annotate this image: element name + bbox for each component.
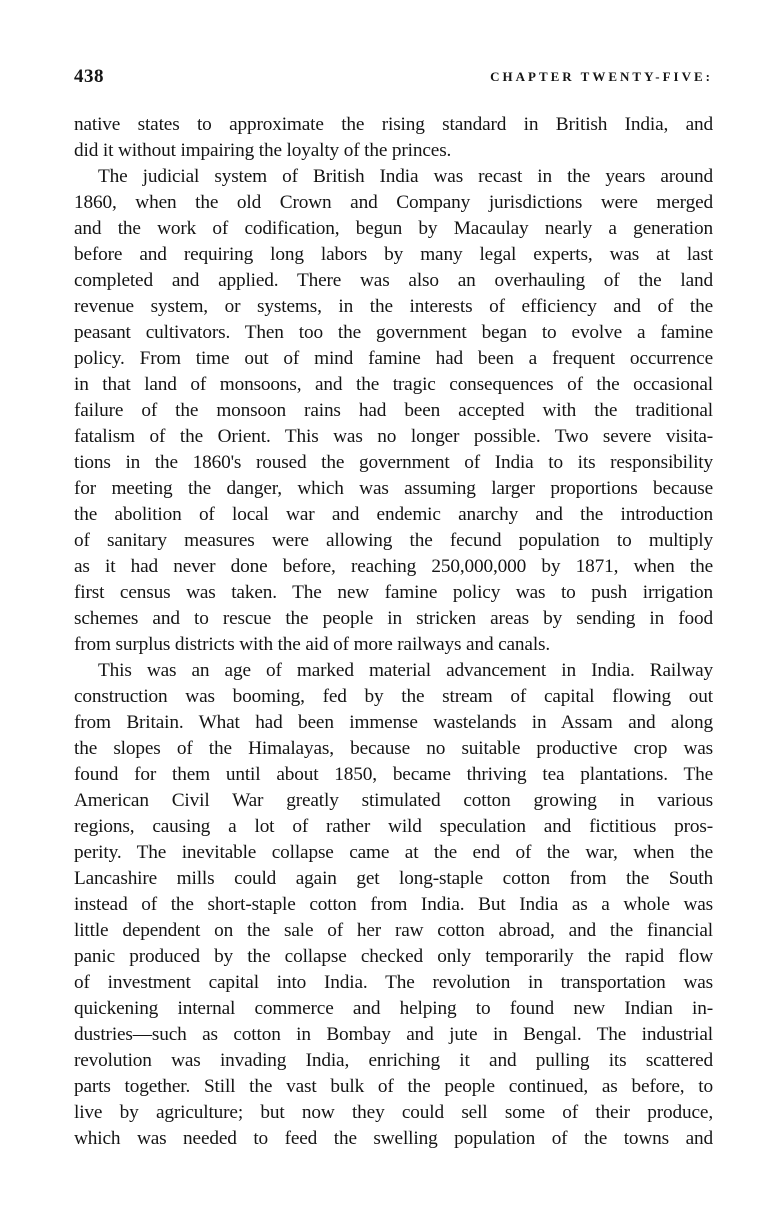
running-head: CHAPTER TWENTY-FIVE: (490, 69, 713, 84)
text-line: The judicial system of British India was recast in the years around (98, 166, 713, 187)
text-line: policy. From time out of mind famine had been a frequent occurrence (74, 348, 713, 369)
page-header (74, 66, 713, 90)
text-line: American Civil War greatly stimulated cotton growing in various (74, 790, 713, 811)
text-line: first census was taken. The new famine policy was to push irrigation (74, 582, 713, 603)
text-line: the slopes of the Himalayas, because no suitable productive crop was (74, 738, 713, 759)
text-line: regions, causing a lot of rather wild speculation and fictitious pros- (74, 816, 713, 837)
text-line: panic produced by the collapse checked only temporarily the rapid flow (74, 946, 713, 967)
text-line: from Britain. What had been immense wastelands in Assam and along (74, 712, 713, 733)
text-line: completed and applied. There was also an overhauling of the land (74, 270, 713, 291)
text-line: native states to approximate the rising standard in British India, and (74, 114, 713, 135)
text-line: perity. The inevitable collapse came at the end of the war, when the (74, 842, 713, 863)
text-line: revolution was invading India, enriching it and pulling its scattered (74, 1050, 713, 1071)
text-line: the abolition of local war and endemic anarchy and the introduction (74, 504, 713, 525)
text-line: Lancashire mills could again get long-staple cotton from the South (74, 868, 713, 889)
text-line: in that land of monsoons, and the tragic consequences of the occasional (74, 374, 713, 395)
text-line: dustries—such as cotton in Bombay and jute in Bengal. The industrial (74, 1024, 713, 1045)
text-line: live by agriculture; but now they could sell some of their produce, (74, 1102, 713, 1123)
text-line: and the work of codification, begun by Macaulay nearly a generation (74, 218, 713, 239)
text-line: as it had never done before, reaching 250,000,000 by 1871, when the (74, 556, 713, 577)
text-line: did it without impairing the loyalty of the princes. (74, 140, 452, 161)
text-line: for meeting the danger, which was assuming larger proportions because (74, 478, 713, 499)
text-line: which was needed to feed the swelling population of the towns and (74, 1128, 713, 1149)
text-line: schemes and to rescue the people in stricken areas by sending in food (74, 608, 713, 629)
text-line: fatalism of the Orient. This was no longer possible. Two severe visita- (74, 426, 713, 447)
text-line: of investment capital into India. The revolution in transportation was (74, 972, 713, 993)
text-line: This was an age of marked material advancement in India. Railway (98, 660, 713, 681)
text-line: of sanitary measures were allowing the fecund population to multiply (74, 530, 713, 551)
text-line: peasant cultivators. Then too the government began to evolve a famine (74, 322, 713, 343)
text-line: little dependent on the sale of her raw cotton abroad, and the financial (74, 920, 713, 941)
text-line: failure of the monsoon rains had been accepted with the traditional (74, 400, 713, 421)
text-line: before and requiring long labors by many legal experts, was at last (74, 244, 713, 265)
text-line: 1860, when the old Crown and Company jurisdictions were merged (74, 192, 713, 213)
text-line: tions in the 1860's roused the government of India to its responsibility (74, 452, 713, 473)
body-text (74, 112, 713, 1152)
text-line: found for them until about 1850, became thriving tea plantations. The (74, 764, 713, 785)
text-line: construction was booming, fed by the stream of capital flowing out (74, 686, 713, 707)
text-line: quickening internal commerce and helping to found new Indian in- (74, 998, 713, 1019)
text-line: instead of the short-staple cotton from India. But India as a whole was (74, 894, 713, 915)
text-line: from surplus districts with the aid of more railways and canals. (74, 634, 551, 655)
page-number: 438 (74, 66, 104, 87)
text-line: revenue system, or systems, in the interests of efficiency and of the (74, 296, 713, 317)
text-line: parts together. Still the vast bulk of the people continued, as before, to (74, 1076, 713, 1097)
